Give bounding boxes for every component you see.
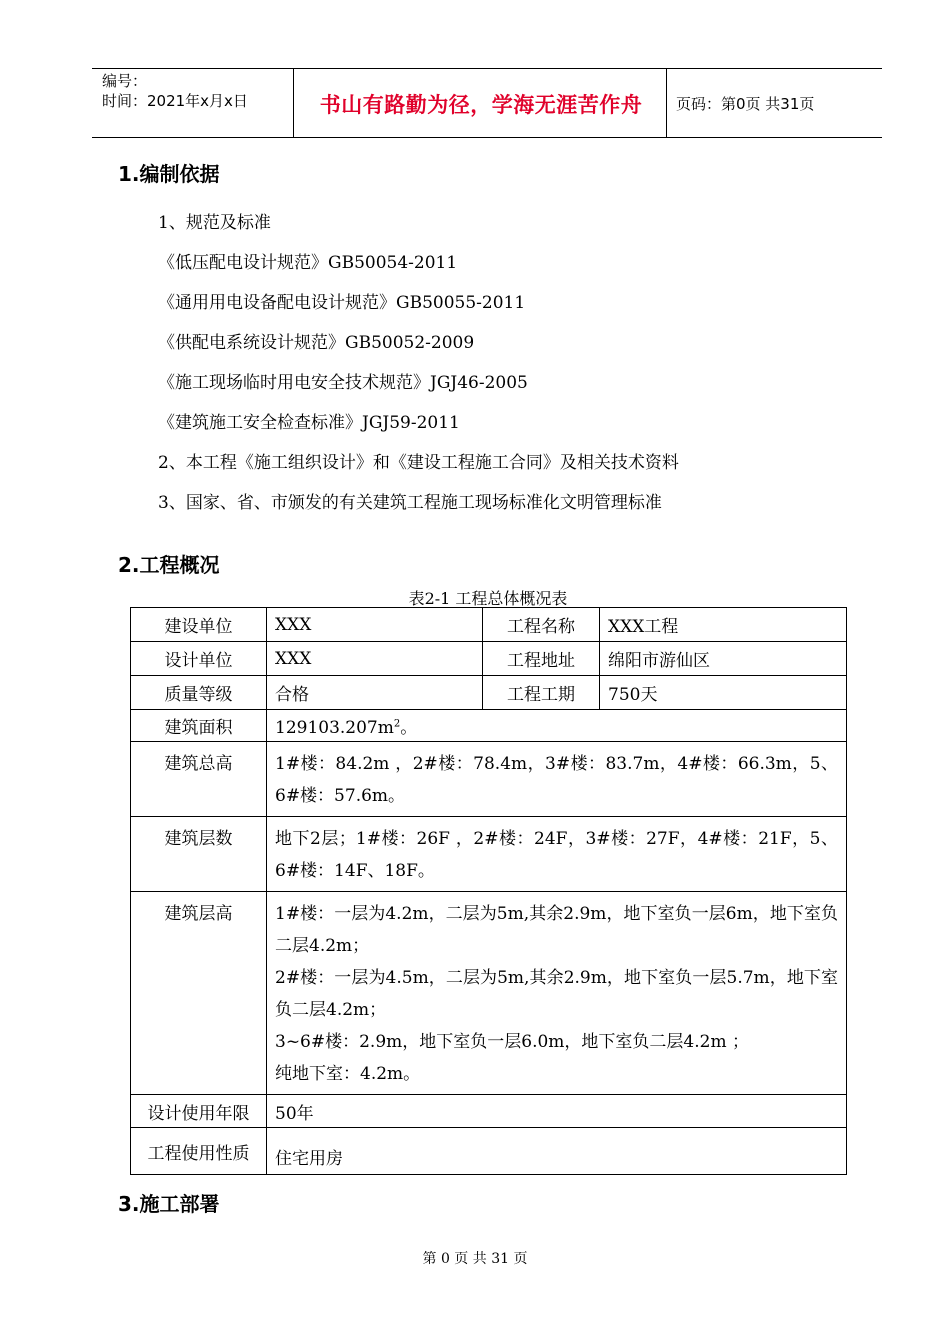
cell-value: 合格: [267, 676, 483, 710]
area-value: 129103.207m: [275, 718, 394, 738]
cell-value: 1#楼：84.2m ，2#楼：78.4m，3#楼：83.7m，4#楼：66.3m，5、6#楼：57.6m。: [267, 742, 847, 817]
area-unit-sup: 2: [393, 718, 401, 730]
text-line: 3、国家、省、市颁发的有关建筑工程施工现场标准化文明管理标准: [158, 493, 662, 513]
table-row: [131, 608, 847, 642]
page-header: [92, 68, 882, 138]
cell-value: XXX: [267, 608, 483, 642]
cell-line: 纯地下室：4.2m。: [275, 1064, 421, 1084]
table-caption: 表2-1 工程总体概况表: [408, 589, 568, 608]
cell-value: 50年: [267, 1095, 847, 1128]
cell-line: 1#楼：一层为4.2m，二层为5m,其余2.9m，地下室负一层6m，地下室负二层4.2m；: [275, 904, 838, 956]
page-footer: 第 0 页 共 31 页: [422, 1251, 528, 1267]
cell-label: 质量等级: [131, 676, 267, 710]
table-row: [131, 710, 847, 742]
text-line: 《施工现场临时用电安全技术规范》JGJ46-2005: [158, 373, 528, 393]
cell-label: 工程地址: [483, 642, 600, 676]
cell-label: 建筑层数: [131, 817, 267, 892]
header-page-label: 页码：第0页 共31页: [676, 95, 815, 113]
cell-label: 设计单位: [131, 642, 267, 676]
table-row: [131, 1128, 847, 1175]
cell-value: 住宅用房: [267, 1128, 847, 1175]
table-row: [131, 676, 847, 710]
text-line: 《供配电系统设计规范》GB50052-2009: [158, 333, 475, 353]
header-motto: 书山有路勤为径，学海无涯苦作舟: [319, 93, 643, 117]
cell-value: XXX工程: [600, 608, 847, 642]
section-title: 2.工程概况: [118, 553, 220, 577]
cell-value: 绵阳市游仙区: [600, 642, 847, 676]
overview-table: [130, 607, 847, 1175]
area-suffix: 。: [400, 718, 418, 738]
cell-value: XXX: [267, 642, 483, 676]
text-line: 1、规范及标准: [158, 213, 271, 233]
table-row: [131, 642, 847, 676]
time-label: 时间：2021年x月x日: [102, 92, 248, 110]
text-line: 《通用用电设备配电设计规范》GB50055-2011: [158, 293, 526, 313]
header-meta: [102, 71, 248, 111]
text-line: 《建筑施工安全检查标准》JGJ59-2011: [158, 413, 460, 433]
cell-label: 建筑层高: [131, 892, 267, 1095]
table-row: [131, 742, 847, 817]
cell-label: 工程使用性质: [131, 1128, 267, 1175]
section-title: 1.编制依据: [118, 162, 220, 186]
section-title: 3.施工部署: [118, 1192, 220, 1216]
cell-value: [267, 710, 847, 742]
text-line: 《低压配电设计规范》GB50054-2011: [158, 253, 458, 273]
cell-value: 750天: [600, 676, 847, 710]
cell-label: 建筑总高: [131, 742, 267, 817]
cell-value: 地下2层；1#楼：26F ，2#楼：24F，3#楼：27F，4#楼：21F，5、6#楼：14F、18F。: [267, 817, 847, 892]
cell-value: [267, 892, 847, 1095]
cell-label: 设计使用年限: [131, 1095, 267, 1128]
cell-line: 3~6#楼：2.9m，地下室负一层6.0m，地下室负二层4.2m ；: [275, 1032, 749, 1052]
cell-label: 工程工期: [483, 676, 600, 710]
number-label: 编号：: [102, 72, 148, 90]
cell-line: 2#楼：一层为4.5m，二层为5m,其余2.9m，地下室负一层5.7m，地下室负二层4.2m；: [275, 968, 838, 1020]
table-row: [131, 817, 847, 892]
table-row: [131, 892, 847, 1095]
cell-label: 建设单位: [131, 608, 267, 642]
cell-label: 工程名称: [483, 608, 600, 642]
text-line: 2、本工程《施工组织设计》和《建设工程施工合同》及相关技术资料: [158, 453, 679, 473]
cell-label: 建筑面积: [131, 710, 267, 742]
table-row: [131, 1095, 847, 1128]
